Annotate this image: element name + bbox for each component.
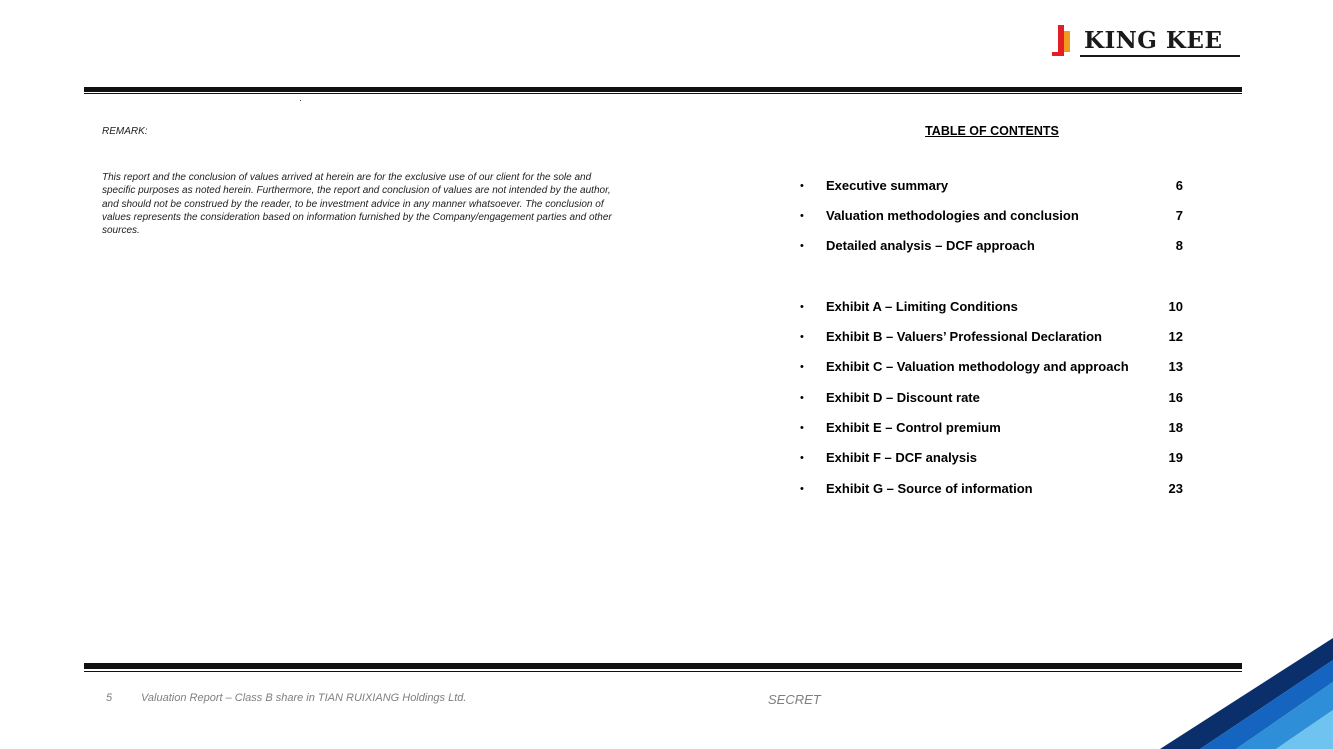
toc-bullet: • — [800, 392, 804, 404]
toc-item-exhibit-d[interactable] — [800, 388, 1185, 408]
toc-item-page: 10 — [1168, 299, 1183, 314]
toc-item-executive-summary[interactable] — [800, 176, 1185, 196]
remark-title: REMARK: — [102, 126, 148, 137]
toc-item-label: Exhibit D – Discount rate — [826, 390, 980, 405]
footer-page-number: 5 — [106, 692, 113, 704]
toc-item-exhibit-b[interactable] — [800, 327, 1185, 347]
toc-bullet: • — [800, 361, 804, 373]
toc-item-page: 8 — [1175, 238, 1183, 253]
toc-item-page: 23 — [1168, 481, 1183, 496]
stray-mark — [300, 100, 301, 101]
toc-item-label: Detailed analysis – DCF approach — [826, 238, 1035, 253]
toc-item-valuation-methodologies[interactable] — [800, 206, 1185, 226]
toc-item-page: 7 — [1175, 208, 1183, 223]
corner-stripes-decoration — [1140, 620, 1333, 749]
toc-item-exhibit-g[interactable] — [800, 479, 1185, 499]
logo-text: KING KEE — [1084, 27, 1223, 54]
toc-item-label: Exhibit B – Valuers’ Professional Declaration — [826, 329, 1102, 344]
toc-item-label: Valuation methodologies and conclusion — [826, 208, 1079, 223]
toc-item-label: Exhibit A – Limiting Conditions — [826, 299, 1018, 314]
toc-bullet: • — [800, 180, 804, 192]
company-logo — [1046, 22, 1242, 62]
toc-title: TABLE OF CONTENTS — [925, 124, 1059, 138]
toc-item-detailed-analysis[interactable] — [800, 236, 1185, 256]
toc-item-page: 18 — [1168, 420, 1183, 435]
toc-item-label: Exhibit G – Source of information — [826, 481, 1033, 496]
remark-body: This report and the conclusion of values arrived at herein are for the exclusive use of our client for the sole and specific purposes as noted herein. Furthermore, the report and conclusion of values are not intended by the author, and should not be construed by the reader, to be investment advice in any manner whatsoever. The conclusion of values represents the consideration based on information furnished by the Company/engagement parties and other sources. — [102, 172, 612, 237]
toc-item-page: 19 — [1168, 450, 1183, 465]
footer-classification: SECRET — [768, 692, 821, 707]
toc-item-page: 13 — [1168, 359, 1183, 374]
toc-bullet: • — [800, 331, 804, 343]
toc-bullet: • — [800, 210, 804, 222]
toc-bullet: • — [800, 422, 804, 434]
toc-item-page: 16 — [1168, 390, 1183, 405]
toc-item-page: 6 — [1175, 178, 1183, 193]
toc-item-label: Executive summary — [826, 178, 949, 193]
header-rule-thick — [84, 87, 1242, 92]
toc-bullet: • — [800, 452, 804, 464]
toc-bullet: • — [800, 301, 804, 313]
toc-item-exhibit-c[interactable] — [800, 357, 1185, 377]
toc-item-exhibit-e[interactable] — [800, 418, 1185, 438]
toc-item-label: Exhibit E – Control premium — [826, 420, 1001, 435]
footer-rule-thick — [84, 663, 1242, 669]
footer-report-title: Valuation Report – Class B share in TIAN RUIXIANG Holdings Ltd. — [141, 692, 467, 704]
toc-item-label: Exhibit F – DCF analysis — [826, 450, 977, 465]
footer-rule-thin — [84, 671, 1242, 672]
header-rule-thin — [84, 93, 1242, 94]
toc-item-page: 12 — [1168, 329, 1183, 344]
logo-underline — [1080, 55, 1240, 57]
toc-bullet: • — [800, 483, 804, 495]
toc-bullet: • — [800, 240, 804, 252]
toc-item-label: Exhibit C – Valuation methodology and approach — [826, 359, 1129, 374]
logo-mark-icon — [1050, 25, 1072, 57]
toc-item-exhibit-a[interactable] — [800, 297, 1185, 317]
toc-item-exhibit-f[interactable] — [800, 448, 1185, 468]
